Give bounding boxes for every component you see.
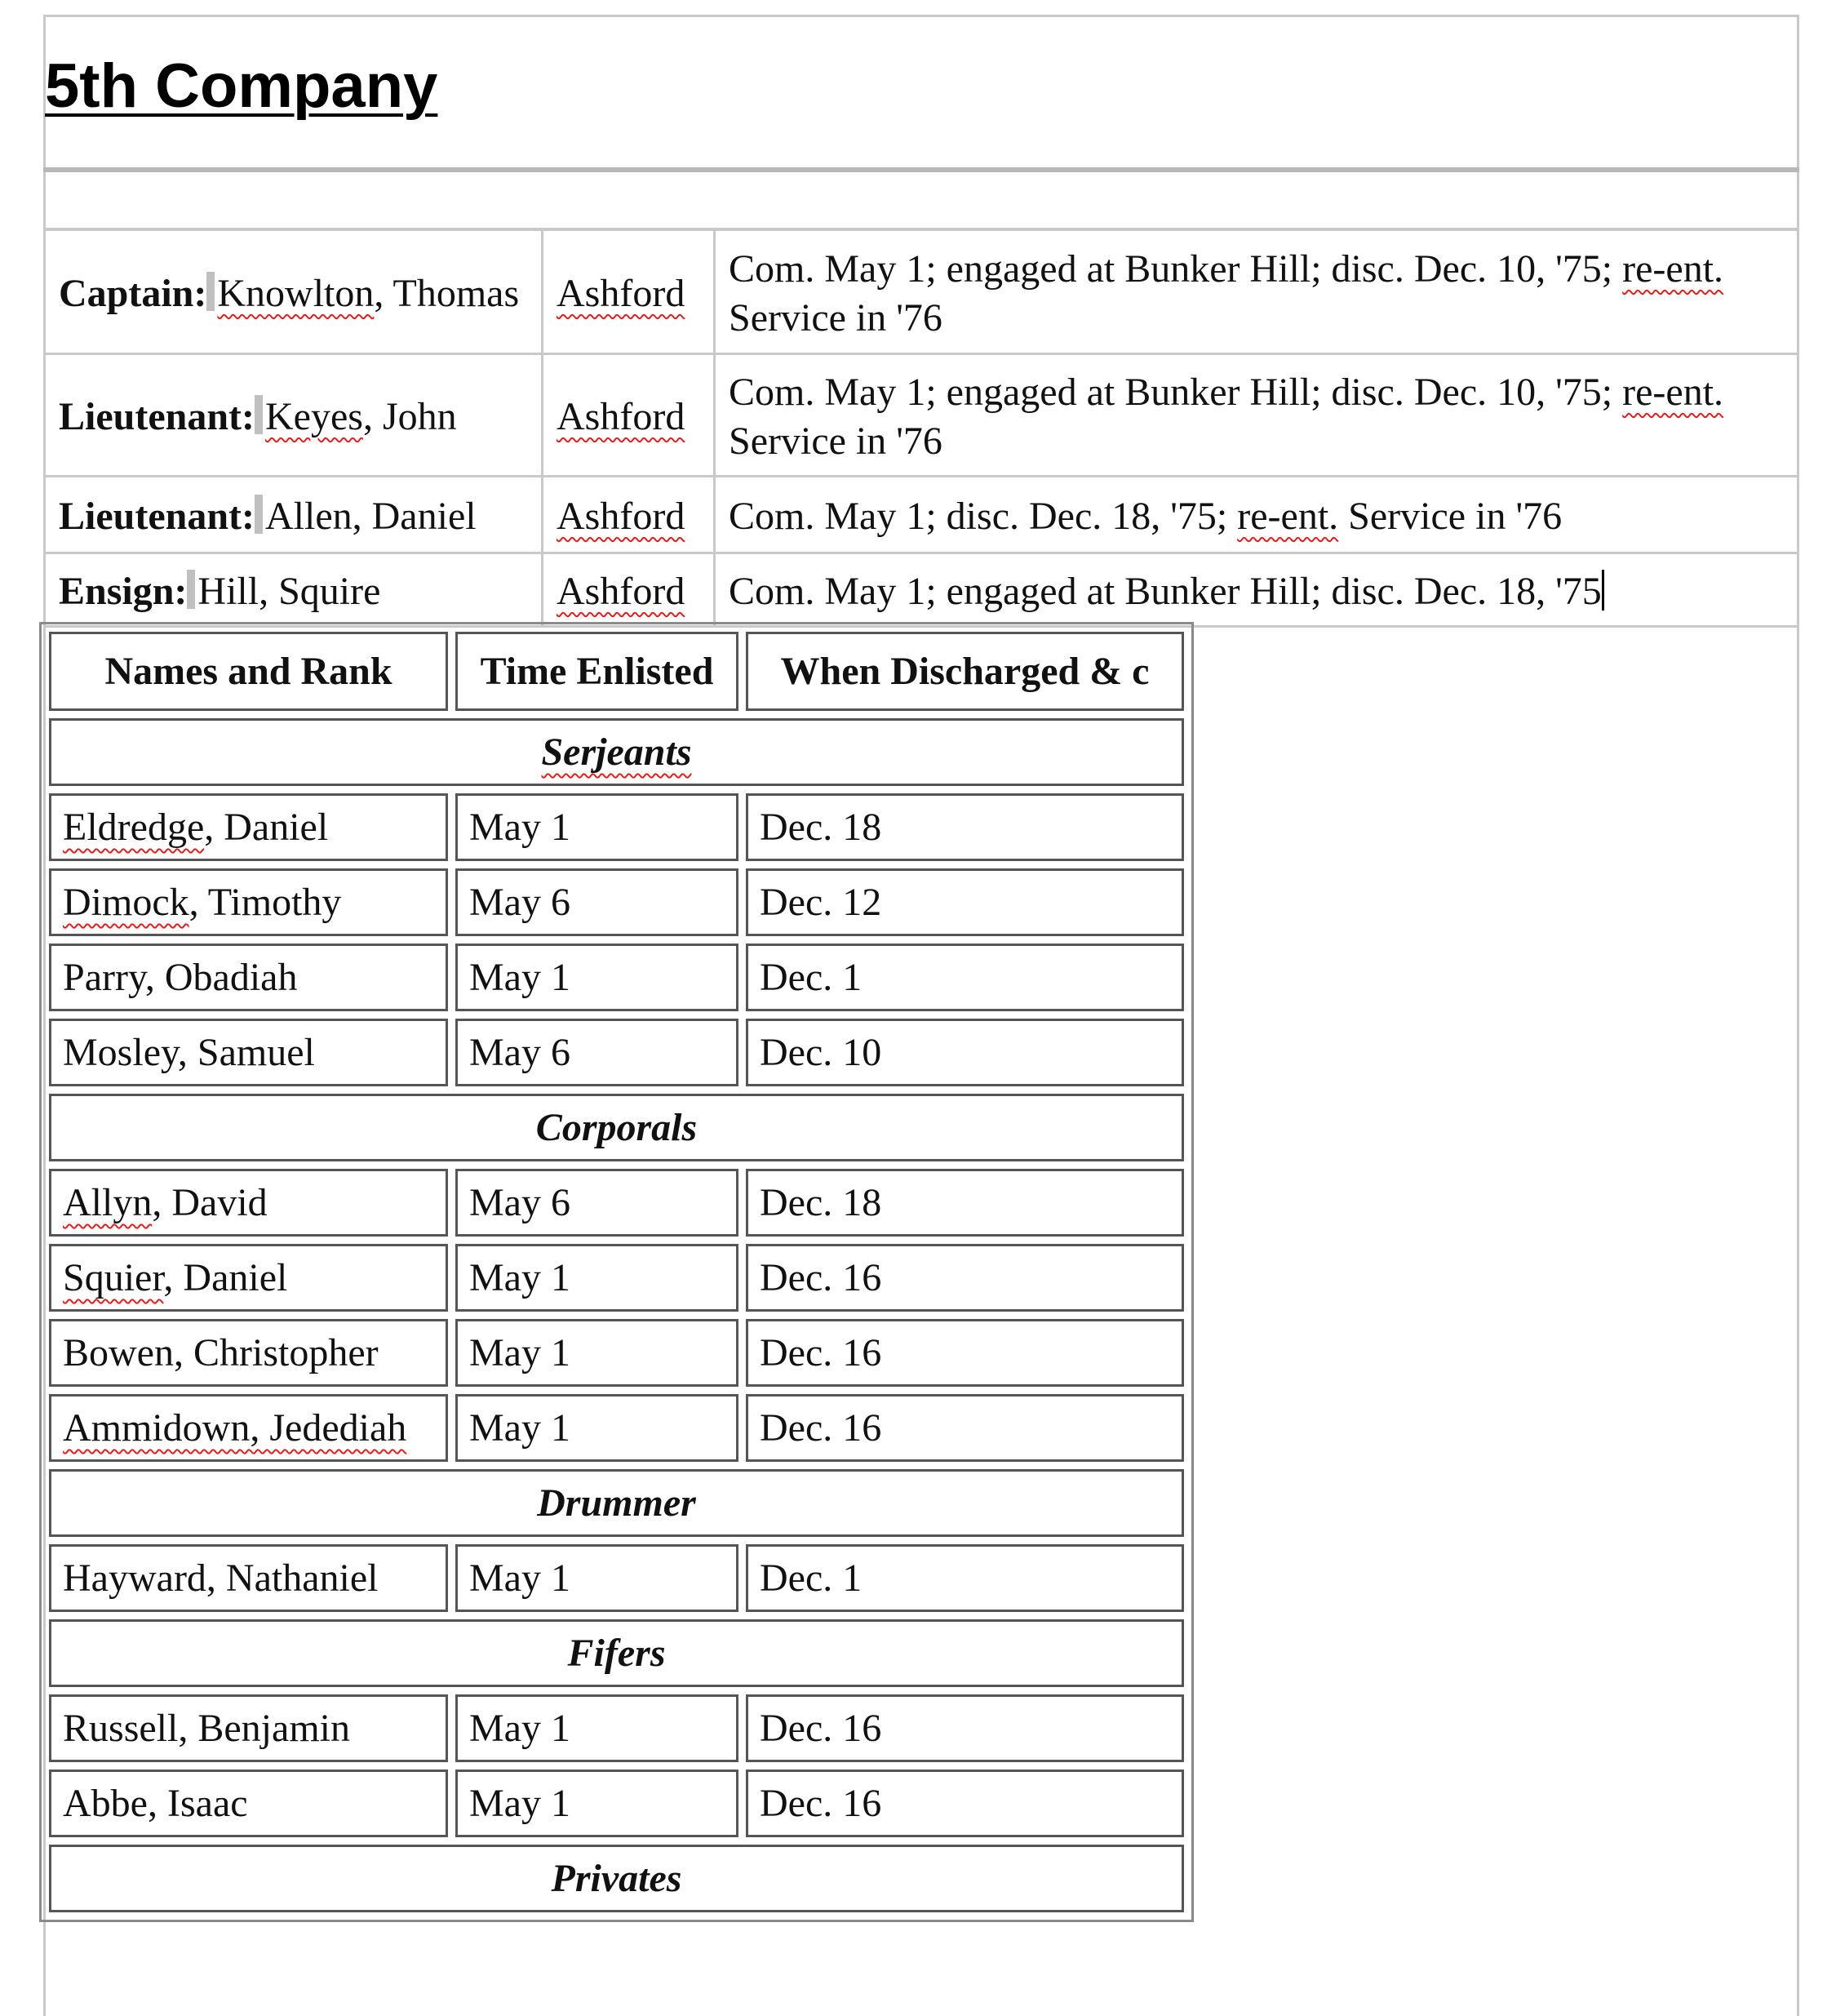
officer-name-cell[interactable] [45, 553, 543, 627]
selection-marker [206, 272, 215, 311]
officer-row [45, 230, 1798, 354]
officer-name-cell[interactable] [45, 354, 543, 477]
section-heading-text: Corporals [535, 1106, 698, 1149]
page-title: 5th Company [45, 51, 438, 121]
officer-name: Allen, Daniel [265, 494, 477, 538]
officer-rank: Ensign: [59, 569, 188, 613]
officer-name: Keyes [265, 394, 363, 438]
officer-note-cell[interactable] [715, 230, 1798, 354]
name-cell[interactable] [49, 1694, 448, 1762]
table-row [49, 944, 1184, 1011]
officer-note-cell[interactable] [715, 553, 1798, 627]
section-row [49, 1094, 1184, 1161]
section-heading[interactable] [49, 1094, 1184, 1161]
title-divider [43, 167, 1799, 172]
enlisted-cell[interactable]: May 6 [455, 868, 738, 936]
discharged-cell[interactable]: Dec. 16 [746, 1694, 1184, 1762]
discharged-cell[interactable]: Dec. 18 [746, 793, 1184, 861]
soldier-name: Eldredge, Daniel [63, 806, 329, 849]
soldier-name: Squier, Daniel [63, 1256, 288, 1299]
soldier-name: Hayward, Nathaniel [63, 1556, 379, 1600]
section-heading[interactable] [49, 1469, 1184, 1537]
discharged-cell[interactable]: Dec. 16 [746, 1394, 1184, 1462]
table-row [49, 1319, 1184, 1387]
soldier-name: Dimock, Timothy [63, 881, 342, 924]
section-row [49, 718, 1184, 786]
officer-note: Com. May 1; disc. Dec. 18, '75; re-ent. Service in '76 [729, 494, 1563, 538]
section-heading-text: Privates [551, 1857, 682, 1900]
officer-town-cell[interactable] [543, 553, 715, 627]
enlisted-cell[interactable]: May 6 [455, 1169, 738, 1237]
officer-name-cell[interactable] [45, 230, 543, 354]
section-heading[interactable] [49, 718, 1184, 786]
table-row [49, 1244, 1184, 1312]
enlisted-cell[interactable]: May 1 [455, 1244, 738, 1312]
section-heading-text: Fifers [567, 1632, 666, 1675]
officer-note: Com. May 1; engaged at Bunker Hill; disc. Dec. 18, '75 [729, 569, 1602, 613]
officer-row [45, 477, 1798, 553]
officer-note-cell[interactable] [715, 477, 1798, 553]
table-row [49, 1019, 1184, 1086]
enlisted-cell[interactable]: May 1 [455, 1319, 738, 1387]
soldier-name: Abbe, Isaac [63, 1782, 248, 1825]
officer-name: , Thomas [374, 271, 520, 315]
officer-town: Ashford [557, 569, 685, 613]
name-cell[interactable] [49, 1394, 448, 1462]
table-row [49, 793, 1184, 861]
section-row [49, 1619, 1184, 1687]
section-heading-text: Drummer [537, 1481, 696, 1525]
section-row [49, 1469, 1184, 1537]
roster-header-row [49, 632, 1184, 711]
officer-town-cell[interactable] [543, 477, 715, 553]
name-cell[interactable] [49, 1544, 448, 1612]
officer-note: Com. May 1; engaged at Bunker Hill; disc. Dec. 10, '75; re-ent. Service in '76 [729, 246, 1724, 340]
officer-town: Ashford [557, 494, 685, 538]
table-row [49, 1544, 1184, 1612]
table-row [49, 1694, 1184, 1762]
discharged-cell[interactable]: Dec. 1 [746, 1544, 1184, 1612]
enlisted-cell[interactable]: May 1 [455, 1770, 738, 1837]
officers-table [43, 229, 1799, 628]
officer-note-cell[interactable] [715, 354, 1798, 477]
enlisted-cell[interactable]: May 1 [455, 1694, 738, 1762]
name-cell[interactable] [49, 793, 448, 861]
soldier-name: Mosley, Samuel [63, 1031, 315, 1074]
table-row [49, 1770, 1184, 1837]
officer-rank: Lieutenant: [59, 494, 255, 538]
officer-row [45, 354, 1798, 477]
table-row [49, 1394, 1184, 1462]
enlisted-cell[interactable]: May 1 [455, 944, 738, 1011]
name-cell[interactable] [49, 1019, 448, 1086]
soldier-name: Parry, Obadiah [63, 956, 298, 999]
section-heading[interactable] [49, 1619, 1184, 1687]
table-row [49, 868, 1184, 936]
text-cursor [1602, 570, 1604, 611]
officer-row [45, 553, 1798, 627]
name-cell[interactable] [49, 1244, 448, 1312]
section-row [49, 1845, 1184, 1912]
discharged-cell[interactable]: Dec. 16 [746, 1319, 1184, 1387]
discharged-cell[interactable]: Dec. 16 [746, 1770, 1184, 1837]
officer-rank: Captain: [59, 271, 207, 315]
soldier-name: Russell, Benjamin [63, 1707, 350, 1750]
selection-marker [255, 495, 263, 534]
officer-name-cell[interactable] [45, 477, 543, 553]
discharged-cell[interactable]: Dec. 16 [746, 1244, 1184, 1312]
soldier-name: Allyn, David [63, 1181, 268, 1224]
section-heading[interactable] [49, 1845, 1184, 1912]
name-cell[interactable] [49, 1319, 448, 1387]
name-cell[interactable] [49, 1169, 448, 1237]
officer-name: , John [362, 394, 457, 438]
officer-town: Ashford [557, 394, 685, 438]
header-when-discharged[interactable]: When Discharged & c [746, 632, 1184, 711]
header-names-and-rank[interactable]: Names and Rank [49, 632, 448, 711]
officer-rank: Lieutenant: [59, 394, 255, 438]
header-time-enlisted[interactable]: Time Enlisted [455, 632, 738, 711]
section-heading-text: Serjeants [541, 730, 692, 774]
soldier-name: Ammidown, Jedediah [63, 1406, 407, 1450]
enlisted-cell[interactable]: May 1 [455, 1394, 738, 1462]
name-cell[interactable] [49, 868, 448, 936]
officer-town-cell[interactable] [543, 230, 715, 354]
discharged-cell[interactable]: Dec. 10 [746, 1019, 1184, 1086]
name-cell[interactable] [49, 1770, 448, 1837]
discharged-cell[interactable]: Dec. 18 [746, 1169, 1184, 1237]
officer-town-cell[interactable] [543, 354, 715, 477]
roster-table [39, 622, 1194, 1922]
discharged-cell[interactable]: Dec. 1 [746, 944, 1184, 1011]
table-row [49, 1169, 1184, 1237]
discharged-cell[interactable]: Dec. 12 [746, 868, 1184, 936]
officer-note: Com. May 1; engaged at Bunker Hill; disc. Dec. 10, '75; re-ent. Service in '76 [729, 370, 1724, 463]
soldier-name: Bowen, Christopher [63, 1331, 379, 1374]
officer-name: Hill, Squire [197, 569, 381, 613]
selection-marker [187, 570, 195, 609]
officer-name: Knowlton [217, 271, 375, 315]
selection-marker [255, 395, 263, 434]
enlisted-cell[interactable]: May 1 [455, 1544, 738, 1612]
enlisted-cell[interactable]: May 6 [455, 1019, 738, 1086]
officer-town: Ashford [557, 271, 685, 315]
name-cell[interactable] [49, 944, 448, 1011]
enlisted-cell[interactable]: May 1 [455, 793, 738, 861]
